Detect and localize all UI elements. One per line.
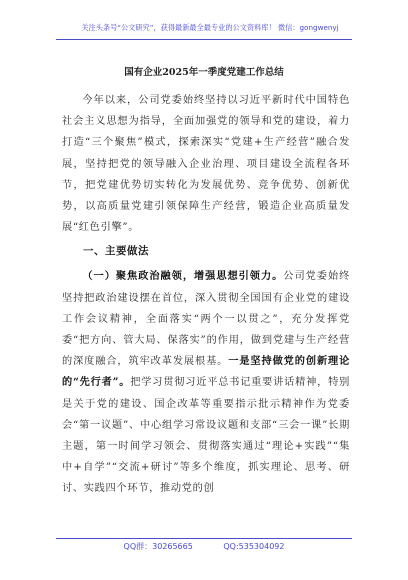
item1-paragraph xyxy=(62,266,350,499)
section-heading-main-practices: 一、主要做法 xyxy=(83,245,149,258)
header-divider xyxy=(56,39,352,40)
item1-heading: （一）聚焦政治融领，增强思想引领力。 xyxy=(82,270,284,283)
footer-banner xyxy=(56,542,352,552)
footer-qq-group: QQ群：30265665 xyxy=(123,542,193,551)
item1-bold-point: 一是坚持做党的创新理论的“先行者”。 xyxy=(62,355,350,389)
item1-text-a: 公司党委始终坚持把政治建设摆在首位，深入贯彻全国国有企业党的建设工作会议精神，全面落实“两个一以贯之”，充分发挥党委“把方向、管大局、保落实”的作用，做到党建与生产经营的深度融合，筑牢改革发展根基。 xyxy=(62,271,350,368)
footer-divider xyxy=(56,538,352,539)
document-title: 国有企业2025年一季度党建工作总结 xyxy=(124,67,284,78)
footer-qq: QQ:535304092 xyxy=(223,542,285,551)
item1-text-c: 把学习贯彻习近平总书记重要讲话精神，特别是关于党的建设、国企改革等重要指示批示精神作为党委会“第一议题”、中心组学习常设议题和支部“三会一课”长期主题，第一时间学习领会、贯彻落实通过“理论+实践”“集中+自学”“交流+研讨”等多个维度，抓实理论、思考、研讨、实践四个环节，推动党的创 xyxy=(62,377,350,495)
document-body xyxy=(62,90,350,500)
header-banner: 关注头条号“公文研究”，获得最新最全最专业的公文资料库！ 微信：gongwenyj xyxy=(81,23,339,32)
intro-paragraph: 今年以来，公司党委始终坚持以习近平新时代中国特色社会主义思想为指导，全面加强党的领导和党的建设，着力打造“三个聚焦”模式，探索深实“党建+生产经营”融合发展，坚持把党的领导融入企业治理、项目建设全流程各环节，把党建优势切实转化为发展优势、竞争优势、创新优势，以高质量党建引领保障生产经营，锻造企业高质量发展“红色引擎”。 xyxy=(62,95,350,234)
